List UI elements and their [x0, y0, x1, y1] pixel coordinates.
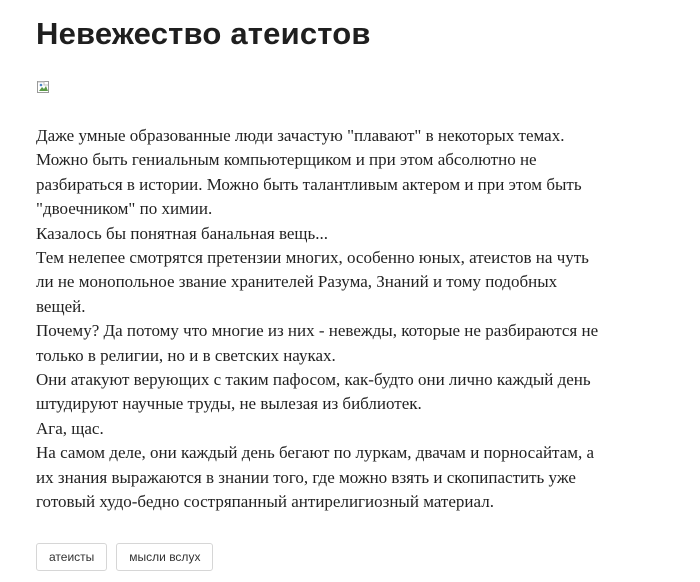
- post-line: только в религии, но и в светских науках.: [36, 345, 336, 365]
- post-line: готовый худо-бедно состряпанный антирелигиозный материал.: [36, 492, 494, 512]
- tag-list: [36, 543, 213, 571]
- tag-mysli-vslukh[interactable]: мысли вслух: [116, 543, 213, 571]
- post-body: [36, 124, 676, 515]
- post-title: Невежество атеистов: [36, 16, 371, 51]
- post-line: вещей.: [36, 296, 86, 316]
- post-line: штудируют научные труды, не вылезая из библиотек.: [36, 394, 422, 414]
- post-line: Они атакуют верующих с таким пафосом, как-будто они лично каждый день: [36, 370, 591, 390]
- post-line: Даже умные образованные люди зачастую "плавают" в некоторых темах.: [36, 126, 565, 145]
- post-line: На самом деле, они каждый день бегают по луркам, двачам и порносайтам, а: [36, 443, 595, 463]
- post-line: Тем нелепее смотрятся претензии многих, особенно юных, атеистов на чуть: [36, 248, 589, 268]
- post-line: Ага, щас.: [36, 418, 104, 438]
- post-line: "двоечником" по химии.: [36, 199, 213, 219]
- post-line: Казалось бы понятная банальная вещь...: [36, 223, 329, 243]
- broken-image-icon: [37, 81, 51, 94]
- tag-ateisty[interactable]: атеисты: [36, 543, 107, 571]
- post-line: ли не монопольное звание хранителей Разума, Знаний и тому подобных: [36, 272, 558, 292]
- post-line: Почему? Да потому что многие из них - невежды, которые не разбираются не: [36, 321, 599, 341]
- post-line: их знания выражаются в знании того, где можно взять и скопипастить уже: [36, 467, 576, 487]
- post-line: Можно быть гениальным компьютерщиком и при этом абсолютно не: [36, 150, 537, 170]
- post-line: разбираться в истории. Можно быть талантливым актером и при этом быть: [36, 174, 582, 194]
